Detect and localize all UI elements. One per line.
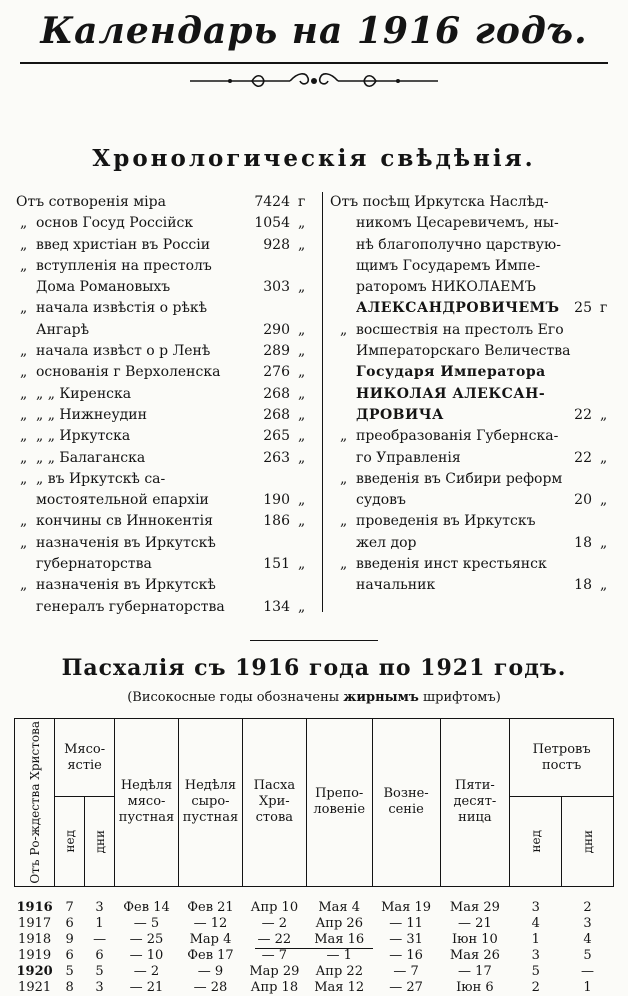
entry-text: Отъ посѣщ Иркутска Наслѣд- [330, 194, 549, 210]
chronology-entry [340, 533, 612, 554]
entry-text: „ „ Иркутска [36, 428, 131, 445]
cell-p_ned: 3 [531, 948, 540, 964]
entry-text: „ въ Иркутскѣ са- [36, 470, 166, 487]
chronology-entry [16, 469, 308, 490]
ditto-mark: „ [20, 534, 28, 551]
entry-text: Императорскаго Величества [356, 343, 571, 360]
entry-years: 20 [574, 492, 592, 509]
header-myasoed-dni: дни [85, 797, 115, 886]
entry-years: 18 [574, 577, 592, 594]
entry-years: 190 [263, 492, 290, 509]
cell-p_dni: 1 [583, 980, 592, 996]
ditto-mark: „ [20, 236, 28, 253]
chronology-entry [16, 533, 308, 554]
chronology-entry [16, 277, 308, 298]
entry-years: 7424 [254, 194, 290, 210]
entry-years: 289 [263, 343, 290, 360]
cell-m_dni: 3 [95, 900, 104, 916]
ditto-mark: „ [20, 513, 28, 530]
entry-unit: „ [600, 406, 608, 423]
header-voznesenie: Возне-сеніе [372, 719, 440, 887]
cell-vozn: Мая 19 [381, 900, 432, 916]
cell-p_dni: 4 [583, 932, 592, 948]
header-nedelya-myasopustnaya: Недѣля мясо-пустная [115, 719, 179, 887]
chronology-entry [340, 362, 612, 383]
entry-text: проведенія въ Иркутскъ [356, 513, 536, 530]
cell-prepol: Апр 26 [315, 916, 363, 932]
cell-pyat: — 17 [458, 964, 492, 980]
chronology-entry [340, 235, 612, 256]
header-petrov-post: Петровъ постъ [510, 719, 614, 797]
ditto-mark: „ [20, 449, 28, 466]
entry-unit: „ [298, 279, 306, 296]
cell-pyat: Мая 26 [449, 948, 500, 964]
header-nedelya-syropustnaya: Недѣля сыро-пустная [178, 719, 242, 887]
chronology-entry [340, 554, 612, 575]
chronology-entry [340, 213, 612, 234]
entry-text: введенія въ Сибири реформ [356, 470, 563, 487]
cell-year: 1916 [16, 900, 53, 916]
header-pascha: Пасха Хри-стова [242, 719, 306, 887]
easter-table [14, 718, 614, 996]
entry-text: Отъ сотворенія міра [16, 194, 166, 210]
chronology-entry [16, 320, 308, 341]
cell-pyat: Іюн 6 [456, 980, 494, 996]
cell-m_dni: 3 [95, 980, 104, 996]
cell-year: 1920 [16, 964, 53, 980]
table-row [15, 964, 614, 980]
entry-text: преобразованія Губернска- [356, 428, 559, 445]
entry-unit: г [298, 194, 306, 210]
cell-m_ned: 6 [65, 916, 74, 932]
entry-text: щимъ Государемъ Импе- [356, 257, 541, 274]
section-rule [250, 640, 378, 641]
cell-year: 1919 [18, 948, 52, 964]
entry-unit: „ [600, 577, 608, 594]
cell-vozn: — 31 [389, 932, 423, 948]
cell-p_ned: 5 [531, 964, 540, 980]
entry-unit: г [600, 300, 608, 317]
ditto-mark: „ [340, 321, 348, 338]
ditto-mark: „ [340, 513, 348, 530]
ditto-mark: „ [340, 470, 348, 487]
header-myasoed-ned: нед [55, 797, 85, 886]
entry-text: „ „ Киренска [36, 385, 132, 402]
chronology-entry [340, 469, 612, 490]
entry-unit: „ [298, 321, 306, 338]
cell-p_ned: 4 [531, 916, 540, 932]
chronology-entry [340, 448, 612, 469]
chronology-entry [16, 341, 308, 362]
table-row [15, 900, 614, 916]
chronology-entry [330, 192, 612, 213]
chronology-entry [16, 362, 308, 383]
cell-prepol: Мая 12 [314, 980, 365, 996]
entry-text: никомъ Цесаревичемъ, ны- [356, 215, 559, 232]
ditto-mark: „ [20, 428, 28, 445]
entry-unit: „ [298, 385, 306, 402]
entry-unit: „ [600, 492, 608, 509]
entry-text: мостоятельной епархіи [36, 492, 209, 509]
entry-unit: „ [298, 492, 306, 509]
entry-years: 290 [263, 321, 290, 338]
cell-m_ned: 9 [65, 932, 74, 948]
cell-prepol: Мая 16 [314, 932, 365, 948]
cell-m_dni: 5 [95, 964, 104, 980]
entry-text: введ христіан въ Россіи [36, 236, 211, 253]
entry-text: начала извѣстія о рѣкѣ [36, 300, 208, 317]
entry-text: Ангарѣ [36, 321, 90, 338]
entry-unit: „ [298, 406, 306, 423]
ditto-mark: „ [20, 385, 28, 402]
chronology-entry [16, 384, 308, 405]
chronology-entry [16, 256, 308, 277]
entry-unit: „ [298, 598, 306, 615]
entry-years: 134 [263, 598, 290, 615]
entry-years: 25 [574, 300, 592, 317]
chronology-entry [16, 575, 308, 596]
ditto-mark: „ [20, 406, 28, 423]
ditto-mark: „ [20, 215, 28, 232]
cell-year: 1917 [18, 916, 52, 932]
section-title-chronology: Хронологическія свѣдѣнія. [92, 145, 536, 172]
cell-prepol: Апр 22 [315, 964, 363, 980]
entry-years: 276 [263, 364, 290, 381]
ornament-divider [0, 68, 628, 94]
ditto-mark: „ [20, 364, 28, 381]
cell-pascha: Апр 18 [250, 980, 299, 996]
cell-myaso: — 10 [129, 948, 164, 964]
cell-pyat: Мая 29 [449, 900, 500, 916]
entry-text: „ „ Нижнеудин [36, 406, 147, 423]
entry-unit: „ [600, 534, 608, 551]
cell-pascha: Мар 29 [249, 964, 300, 980]
chronology-entry [340, 490, 612, 511]
header-myasoed: Мясо-ястіе [55, 719, 115, 797]
entry-years: 18 [574, 534, 592, 551]
entry-unit: „ [298, 428, 306, 445]
chronology-entry [16, 298, 308, 319]
entry-years: 928 [263, 236, 290, 253]
ditto-mark: „ [20, 577, 28, 594]
cell-vozn: — 7 [393, 964, 419, 980]
cell-pascha: — 22 [257, 932, 292, 948]
cell-syro: — 28 [193, 980, 228, 996]
table-row [15, 916, 614, 932]
ditto-mark: „ [20, 470, 28, 487]
entry-text: судовъ [356, 492, 406, 509]
entry-unit: „ [600, 449, 608, 466]
cell-m_dni: 6 [95, 948, 104, 964]
entry-years: 1054 [254, 215, 290, 232]
entry-text: го Управленія [356, 449, 461, 466]
page-title: Календарь на 1916 годъ. [40, 10, 588, 52]
cell-vozn: — 27 [389, 980, 423, 996]
ditto-mark: „ [20, 300, 28, 317]
entry-text: введенія инст крестьянск [356, 556, 547, 573]
ditto-mark: „ [340, 428, 348, 445]
ditto-mark: „ [340, 556, 348, 573]
chronology-entry [16, 405, 308, 426]
entry-text: ДРОВИЧА [356, 406, 444, 423]
cell-syro: Фев 17 [187, 948, 234, 964]
entry-unit: „ [298, 556, 306, 573]
cell-pascha: — 2 [261, 916, 288, 932]
cell-p_dni: 5 [583, 948, 592, 964]
header-year: Отъ Ро-ждества Христова [15, 719, 55, 887]
entry-text: назначенія въ Иркутскѣ [36, 577, 216, 594]
entry-text: раторомъ НИКОЛАЕМЪ [356, 279, 536, 296]
header-petrov-dni: дни [562, 797, 614, 886]
cell-year: 1921 [18, 980, 52, 996]
cell-p_ned: 1 [531, 932, 540, 948]
cell-p_ned: 3 [531, 900, 540, 916]
entry-years: 303 [263, 279, 290, 296]
chronology-entry [16, 192, 308, 213]
cell-syro: Фев 21 [187, 900, 234, 916]
cell-p_ned: 2 [531, 980, 540, 996]
entry-text: основанія г Верхоленска [36, 364, 221, 381]
header-petrov-ned: нед [510, 797, 562, 886]
chronology-entry [340, 320, 612, 341]
chronology-entry [340, 384, 612, 405]
entry-text: начальник [356, 577, 436, 594]
entry-text: вступленія на престолъ [36, 257, 212, 274]
bottom-rule [255, 948, 373, 949]
entry-unit: „ [298, 364, 306, 381]
cell-myaso: Фев 14 [123, 900, 170, 916]
cell-year: 1918 [18, 932, 52, 948]
chronology-entry [340, 426, 612, 447]
entry-unit: „ [298, 449, 306, 466]
entry-text: назначенія въ Иркутскѣ [36, 534, 216, 551]
ditto-mark: „ [20, 257, 28, 274]
chronology-right-column [330, 192, 612, 597]
chronology-entry [340, 405, 612, 426]
chronology-left-column [16, 192, 308, 618]
entry-years: 151 [263, 556, 290, 573]
entry-years: 22 [574, 449, 592, 466]
entry-years: 22 [574, 406, 592, 423]
chronology-entry [16, 554, 308, 575]
cell-pyat: Іюн 10 [452, 932, 498, 948]
chronology-entry [16, 448, 308, 469]
entry-text: Дома Романовыхъ [36, 279, 171, 296]
entry-years: 265 [263, 428, 290, 445]
cell-p_dni: 3 [583, 916, 592, 932]
cell-vozn: — 11 [389, 916, 423, 932]
cell-pyat: — 21 [458, 916, 492, 932]
cell-myaso: — 5 [133, 916, 160, 932]
cell-pascha: Апр 10 [250, 900, 299, 916]
column-divider [322, 192, 323, 612]
entry-text: Государя Императора [356, 364, 546, 381]
section-title-easter: Пасхалія съ 1916 года по 1921 годъ. [61, 655, 567, 681]
chronology-entry [340, 511, 612, 532]
cell-myaso: — 2 [133, 964, 160, 980]
entry-unit: „ [298, 215, 306, 232]
cell-p_dni: 2 [583, 900, 592, 916]
entry-text: кончины св Иннокентія [36, 513, 213, 530]
entry-text: губернаторства [36, 556, 152, 573]
header-prepolovenie: Препо-ловеніе [306, 719, 372, 887]
title-rule [20, 62, 608, 64]
entry-text: начала извѣст о р Ленѣ [36, 343, 211, 360]
cell-prepol: Мая 4 [318, 900, 361, 916]
chronology-entry [340, 575, 612, 596]
cell-prepol: — 1 [326, 948, 352, 964]
chronology-entry [16, 511, 308, 532]
entry-text: генералъ губернаторства [36, 598, 225, 615]
chronology-entry [340, 298, 612, 319]
chronology-entry [16, 490, 308, 511]
entry-unit: „ [298, 513, 306, 530]
cell-m_ned: 5 [65, 964, 74, 980]
entry-years: 268 [263, 406, 290, 423]
entry-text: нѣ благополучно царствую- [356, 236, 561, 253]
cell-m_ned: 6 [65, 948, 74, 964]
chronology-entry [340, 277, 612, 298]
table-row [15, 948, 614, 964]
ditto-mark: „ [20, 343, 28, 360]
cell-p_dni: — [581, 964, 595, 980]
cell-myaso: — 21 [129, 980, 164, 996]
entry-unit: „ [298, 236, 306, 253]
header-pyatidesyatnitsa: Пяти-десят-ница [440, 719, 510, 887]
entry-text: АЛЕКСАНДРОВИЧЕМЪ [356, 300, 560, 317]
cell-vozn: — 16 [389, 948, 423, 964]
entry-text: „ „ Балаганска [36, 449, 146, 466]
cell-syro: Мар 4 [189, 932, 232, 948]
entry-text: НИКОЛАЯ АЛЕКСАН- [356, 385, 546, 402]
table-row [15, 980, 614, 996]
cell-pascha: — 7 [261, 948, 288, 964]
chronology-entry [340, 256, 612, 277]
cell-m_dni: — [93, 932, 107, 948]
cell-myaso: — 25 [129, 932, 164, 948]
entry-years: 268 [263, 385, 290, 402]
chronology-entry [16, 597, 308, 618]
chronology-entry [16, 426, 308, 447]
cell-syro: — 12 [193, 916, 228, 932]
chronology-entry [16, 213, 308, 234]
cell-syro: — 9 [197, 964, 224, 980]
entry-text: жел дор [356, 534, 417, 551]
cell-m_ned: 7 [65, 900, 74, 916]
entry-text: основ Госуд Россійск [36, 215, 194, 232]
entry-unit: „ [298, 343, 306, 360]
chronology-entry [340, 341, 612, 362]
leap-year-note: (Високосные годы обозначены жирнымъ шрифтомъ) [127, 690, 501, 705]
entry-years: 263 [263, 449, 290, 466]
table-row [15, 932, 614, 948]
entry-years: 186 [263, 513, 290, 530]
entry-text: восшествія на престолъ Его [356, 321, 564, 338]
cell-m_ned: 8 [65, 980, 74, 996]
cell-m_dni: 1 [95, 916, 104, 932]
chronology-entry [16, 235, 308, 256]
